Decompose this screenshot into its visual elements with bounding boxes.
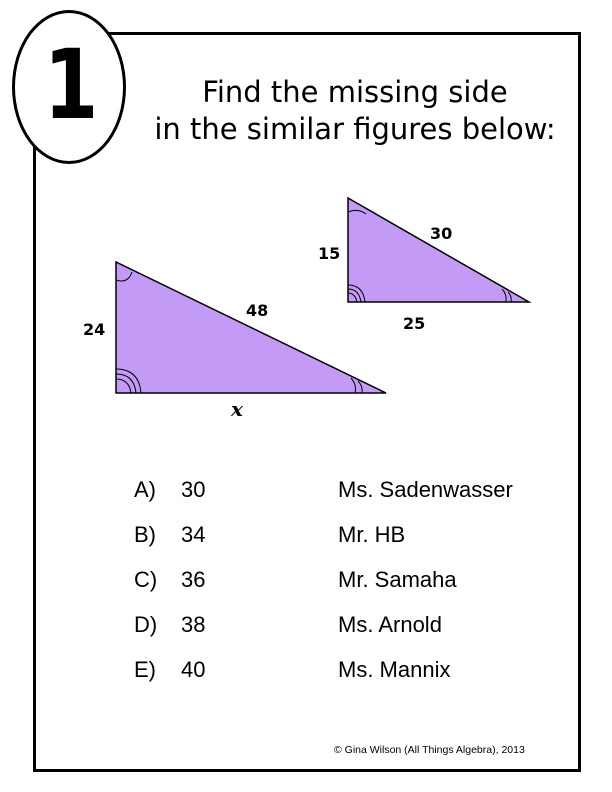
choice-letter-a: A) [134, 477, 156, 502]
choice-value-c: 36 [181, 567, 206, 592]
choice-name-e: Ms. Mannix [338, 657, 451, 682]
choice-value-d: 38 [181, 612, 206, 637]
large-bottom-label: x [231, 397, 243, 421]
large-triangle-shape [116, 262, 386, 393]
choice-letter-b: B) [134, 522, 156, 547]
choice-letter-e: E) [134, 657, 156, 682]
title-line-2: in the similar figures below: [154, 112, 556, 146]
problem-number: 1 [43, 29, 95, 141]
choice-value-e: 40 [181, 657, 206, 682]
small-left-side-label: 15 [318, 244, 341, 263]
copyright-notice: © Gina Wilson (All Things Algebra), 2013 [334, 744, 525, 756]
small-bottom-label: 25 [403, 314, 426, 333]
large-hypotenuse-label: 48 [246, 301, 269, 320]
large-triangle [83, 262, 386, 421]
small-triangle [318, 198, 529, 333]
choice-letter-c: C) [134, 567, 158, 592]
choice-value-a: 30 [181, 477, 206, 502]
large-left-side-label: 24 [83, 320, 106, 339]
choice-name-b: Mr. HB [338, 522, 406, 547]
small-triangle-shape [348, 198, 529, 302]
choice-name-c: Mr. Samaha [338, 567, 457, 592]
title-line-1: Find the missing side [202, 75, 508, 109]
choice-name-a: Ms. Sadenwasser [338, 477, 513, 502]
small-hypotenuse-label: 30 [430, 224, 453, 243]
choice-value-b: 34 [181, 522, 206, 547]
choice-name-d: Ms. Arnold [338, 612, 442, 637]
choice-letter-d: D) [134, 612, 158, 637]
